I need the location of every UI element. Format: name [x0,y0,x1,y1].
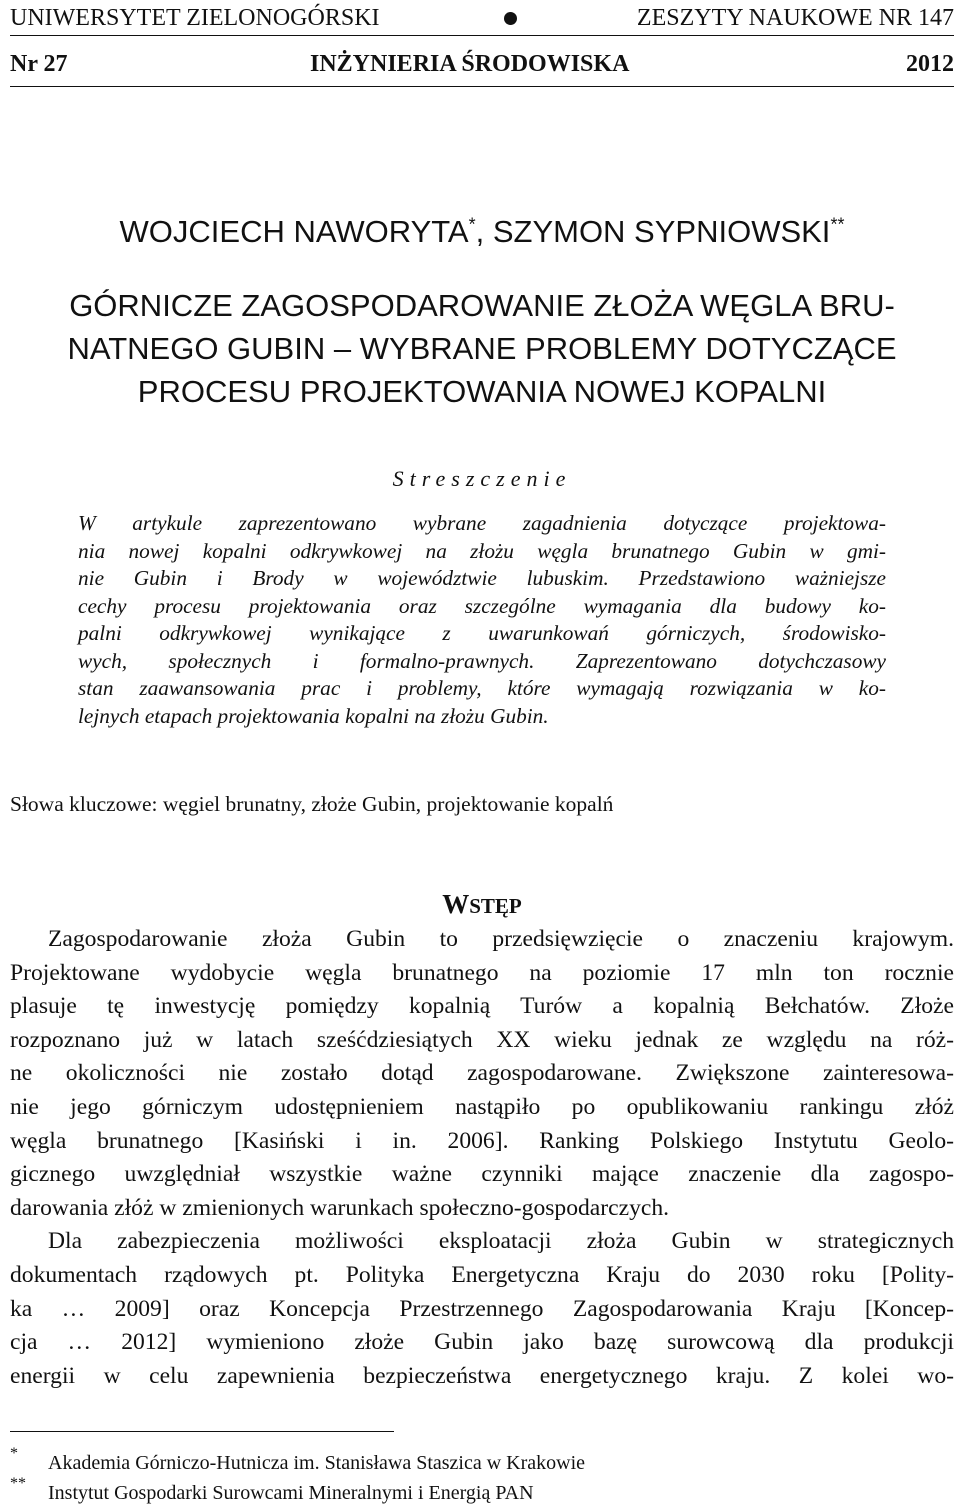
introduction-text [10,923,954,1393]
footnote-rule [10,1431,394,1432]
author-2: SZYMON SYPNIOWSKI [492,214,831,249]
heading-rest: STĘP [469,894,522,918]
abstract-line: wych, społecznych i formalno-prawnych. Zaprezentowano dotychczasowy [78,648,886,673]
footnote-text: Instytut Gospodarki Surowcami Mineralnymi i Energią PAN [48,1482,534,1504]
abstract-line: W artykule zaprezentowano wybrane zagadnienia dotyczące projektowa- [78,511,886,535]
body-line: ne okoliczności nie zostało dotąd zagospodarowane. Zwiększone zainteresowa- [10,1060,954,1087]
abstract-line: lejnych etapach projektowania kopalni na złożu Gubin. [78,703,549,728]
body-line: rozpoznano już w latach sześćdziesiątych XX wieku jednak ze względu na róż- [10,1026,954,1053]
university-name: UNIWERSYTET ZIELONOGÓRSKI [10,5,380,31]
abstract-line: nia nowej kopalni odkrywkowej na złożu węgla brunatnego Gubin w gmi- [78,538,886,563]
body-line: nie jego górniczym udostępnieniem nastąpiło po opublikowaniu rankingu złóż [10,1093,954,1120]
footnote-text: Akademia Górniczo-Hutnicza im. Stanisława Staszica w Krakowie [48,1452,586,1474]
body-line: Zagospodarowanie złoża Gubin to przedsięwzięcie o znaczeniu krajowym. [48,926,954,952]
body-line: węgla brunatnego [Kasiński i in. 2006]. Ranking Polskiego Instytutu Geolo- [10,1127,954,1154]
body-line: dokumentach rządowych pt. Polityka Energetyczna Kraju do 2030 roku [Polity- [10,1261,954,1288]
footnote-mark: * [10,1445,18,1462]
header-rule-bottom [10,86,954,87]
header-rule-top [10,35,954,36]
issue-number: Nr 27 [10,51,68,77]
body-line: darowania złóż w zmienionych warunkach społeczno-gospodarczych. [10,1194,670,1221]
body-line: Dla zabezpieczenia możliwości eksploatacji złoża Gubin w strategicznych [48,1228,954,1255]
title-line: PROCESU PROJEKTOWANIA NOWEJ KOPALNI [137,374,827,409]
author-separator: , [475,214,493,249]
body-line: plasuje tę inwestycję pomiędzy kopalnią Turów a kopalnią Bełchatów. Złoże [10,993,954,1020]
footnote-mark: ** [10,1475,26,1492]
author-2-footnote-mark: ** [830,214,845,235]
paper-title [10,284,954,413]
abstract-line: palni odkrywkowej wynikające z uwarunkowań górniczych, środowisko- [78,621,886,645]
title-line: NATNEGO GUBIN – WYBRANE PROBLEMY DOTYCZĄCE [67,331,897,366]
discipline: INŻYNIERIA ŚRODOWISKA [310,51,630,77]
title-line: GÓRNICZE ZAGOSPODAROWANIE ZŁOŻA WĘGLA BRU- [69,288,895,323]
author-1-footnote-mark: * [468,214,476,235]
body-line: energii w celu zapewnienia bezpieczeństwa energetycznego kraju. Z kolei wo- [10,1362,954,1389]
abstract-text [78,510,886,730]
issue-header [10,50,954,78]
body-line: ka … 2009] oraz Koncepcja Przestrzennego Zagospodarowania Kraju [Koncep- [10,1295,954,1322]
body-line: Projektowane wydobycie węgla brunatnego na poziomie 17 mln ton rocznie [10,959,954,986]
body-line: cja … 2012] wymieniono złoże Gubin jako bazę surowcową dla produkcji [10,1329,954,1356]
bullet-separator [504,12,517,25]
heading-initial: W [442,889,470,919]
body-line: gicznego uwzględniał wszystkie ważne czynniki mające znaczenie dla zagospo- [10,1161,954,1188]
section-heading-introduction [10,888,954,922]
keywords: Słowa kluczowe: węgiel brunatny, złoże Gubin, projektowanie kopalń [10,792,614,816]
abstract-line: nie Gubin i Brody w województwie lubuskim. Przedstawiono ważniejsze [78,566,886,590]
abstract-line: cechy procesu projektowania oraz szczególne wymagania dla budowy ko- [78,593,886,618]
authors-line [10,212,954,252]
series-name: ZESZYTY NAUKOWE NR 147 [636,5,954,31]
running-header [10,4,954,32]
author-1: WOJCIECH NAWORYTA [119,214,469,249]
issue-year: 2012 [906,51,954,77]
abstract-heading: Streszczenie [392,466,572,491]
abstract-line: stan zaawansowania prac i problemy, które wymagają rozwiązania w ko- [78,676,886,700]
